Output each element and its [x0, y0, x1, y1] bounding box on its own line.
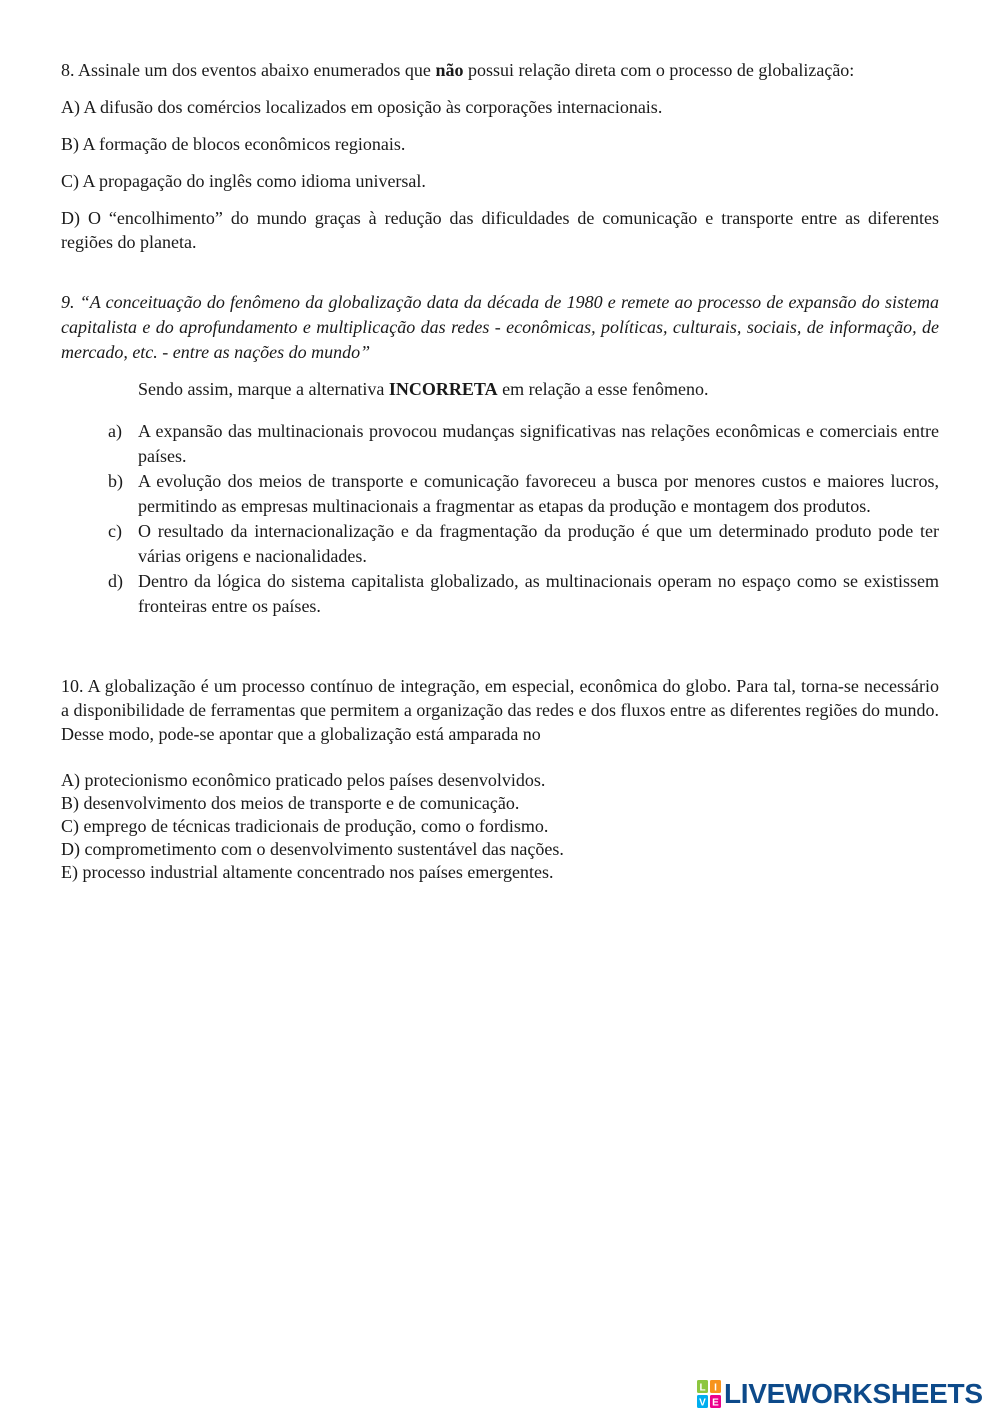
question-8-option-d: D) O “encolhimento” do mundo graças à redução das dificuldades de comunicação e transporte entre as diferentes regiões do planeta. [61, 208, 939, 252]
option-text: O resultado da internacionalização e da fragmentação da produção é que um determinado produto pode ter várias origens e nacionalidades. [138, 521, 939, 566]
question-9-option-c [61, 519, 939, 569]
option-text: A expansão das multinacionais provocou mudanças significativas nas relações econômicas e comerciais entre países. [138, 421, 939, 466]
question-8-option-b: B) A formação de blocos econômicos regionais. [61, 134, 406, 154]
liveworksheets-brand [697, 1378, 983, 1410]
emphasis-nao: não [435, 60, 464, 80]
liveworksheets-logo-icon [697, 1380, 721, 1408]
question-10-option-e: E) processo industrial altamente concentrado nos países emergentes. [61, 862, 554, 882]
option-marker: c) [108, 521, 122, 541]
svg-text:I: I [714, 1382, 717, 1394]
question-9-option-b [61, 469, 939, 519]
option-marker: b) [108, 471, 123, 491]
option-text: Dentro da lógica do sistema capitalista globalizado, as multinacionais operam no espaço como se existissem fronteiras entre os países. [138, 571, 939, 616]
svg-text:V: V [699, 1397, 706, 1408]
question-9-instruction: Sendo assim, marque a alternativa INCORRETA em relação a esse fenômeno. [138, 379, 709, 399]
question-9-quote: 9. “A conceituação do fenômeno da globalização data da década de 1980 e remete ao processo de expansão do sistema capitalista e do aprofundamento e multiplicação das redes - econômicas, políticas, culturais, sociais, de informação, de mercado, etc. - entre as nações do mundo” [61, 292, 939, 362]
question-8-option-c: C) A propagação do inglês como idioma universal. [61, 171, 426, 191]
svg-text:E: E [712, 1397, 719, 1408]
emphasis-incorreta: INCORRETA [388, 379, 498, 399]
question-8-option-a: A) A difusão dos comércios localizados em oposição às corporações internacionais. [61, 97, 663, 117]
option-marker: d) [108, 571, 123, 591]
question-10 [61, 674, 939, 884]
question-10-option-d: D) comprometimento com o desenvolvimento sustentável das nações. [61, 839, 564, 859]
question-9-option-a [61, 419, 939, 469]
question-10-option-c: C) emprego de técnicas tradicionais de produção, como o fordismo. [61, 816, 549, 836]
question-8 [61, 58, 939, 254]
question-10-option-b: B) desenvolvimento dos meios de transporte e de comunicação. [61, 793, 520, 813]
question-9-option-d [61, 569, 939, 619]
question-10-statement: 10. A globalização é um processo contínuo de integração, em especial, econômica do globo. Para tal, torna-se necessário a disponibilidade de ferramentas que permitem a organização das redes e dos fluxos entre as diferentes regiões do mundo. Desse modo, pode-se apontar que a globalização está amparada no [61, 676, 939, 744]
question-8-statement: 8. Assinale um dos eventos abaixo enumerados que não possui relação direta com o processo de globalização: [61, 60, 855, 80]
worksheet-page [61, 58, 939, 884]
question-9 [61, 290, 939, 619]
question-9-options [61, 419, 939, 619]
option-text: A evolução dos meios de transporte e comunicação favoreceu a busca por menores custos e maiores lucros, permitindo as empresas multinacionais a fragmentar as etapas da produção e montagem dos produtos. [138, 471, 939, 516]
option-marker: a) [108, 421, 122, 441]
question-10-options [61, 769, 939, 884]
brand-name: LIVEWORKSHEETS [724, 1378, 983, 1409]
question-10-option-a: A) protecionismo econômico praticado pelos países desenvolvidos. [61, 770, 546, 790]
svg-text:L: L [699, 1382, 706, 1394]
